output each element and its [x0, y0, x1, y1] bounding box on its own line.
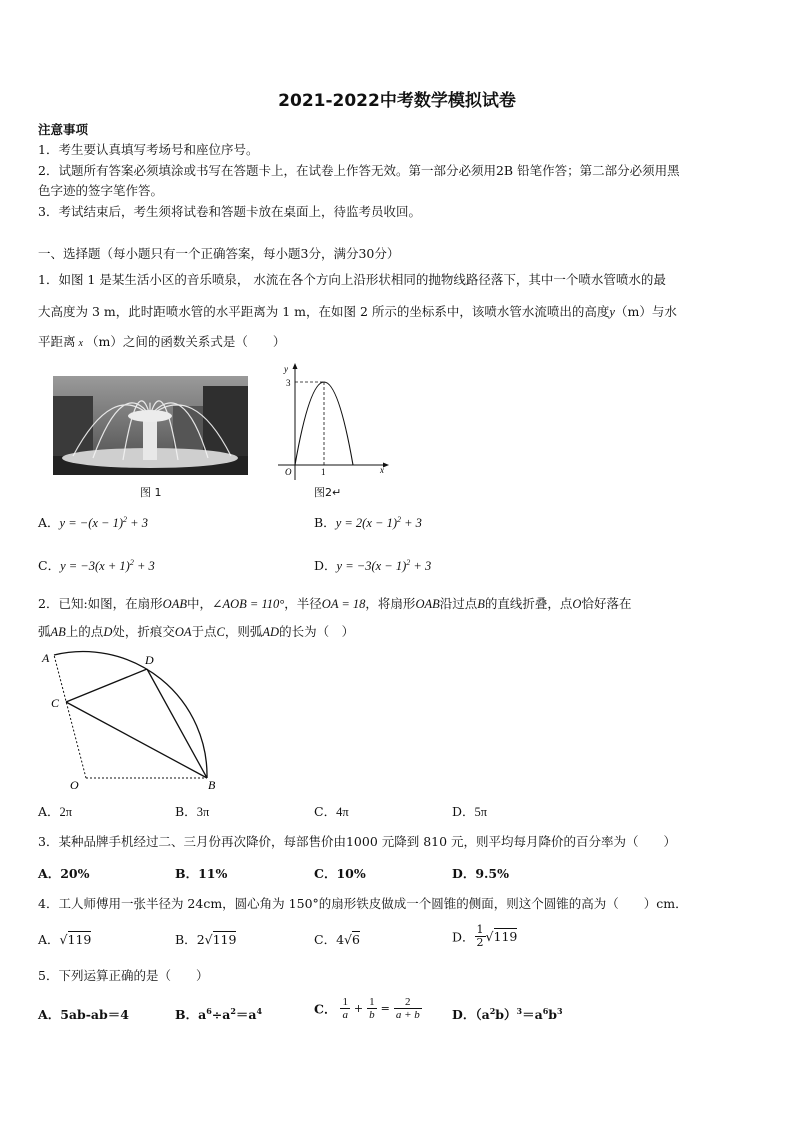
q2-fig-label-b: B	[208, 778, 216, 792]
q2-option-c-label: C．	[314, 804, 337, 819]
sqrt-icon: √	[485, 929, 494, 944]
q4-option-a-radicand: 119	[67, 932, 92, 947]
q5-text: 5．下列运算正确的是（ ）	[38, 968, 209, 983]
q2-option-c	[314, 802, 349, 820]
q5-option-d-base: （a	[475, 1007, 490, 1022]
q2-line2	[38, 622, 354, 642]
q5-option-d-exp1: 2	[489, 1005, 496, 1016]
q5-option-c	[314, 996, 422, 1021]
q4-option-a	[38, 930, 91, 948]
q4-text: 4．工人师傅用一张半径为 24cm，圆心角为 150°的扇形铁皮做成一个圆锥的侧面，则这个圆锥的高为（ ）cm．	[38, 896, 688, 911]
q5-option-b-label: B．	[175, 1007, 199, 1022]
q4-option-d-fraction	[475, 924, 486, 949]
q1-option-b-exp: 2	[396, 514, 401, 524]
q2-t1: 2．已知:如图，在扇形	[38, 596, 163, 611]
q5-option-b-exp3: 4	[256, 1005, 263, 1016]
q2-t6: 的直线折叠，点	[484, 596, 573, 611]
q1-line2-text: 大高度为 3 m，此时距喷水管的水平距离为 1 m，在如图 2 所示的坐标系中，该喷水管水流喷出的高度	[38, 304, 610, 319]
q2-option-d	[452, 802, 487, 820]
q1-option-a-tail: + 3	[127, 516, 148, 530]
q5-option-d-mid2: ＝a	[522, 1007, 543, 1022]
q1-line1: 1．如图 1 是某生活小区的音乐喷泉， 水流在各个方向上沿形状相同的抛物线路径落下，其中一个喷水管喷水的最	[38, 272, 666, 287]
notice-heading: 注意事项	[38, 122, 89, 137]
q1-option-b	[314, 513, 422, 531]
q4-option-b-coef: 2	[196, 932, 205, 947]
q3-option-d-value: 9.5%	[475, 866, 509, 881]
q1-option-a-exp: 2	[123, 514, 128, 524]
q1-line3-text: 平距离	[38, 334, 76, 349]
q5-c-n2: 1	[369, 996, 375, 1008]
q1-line3-tail: （m）之间的函数关系式是（ ）	[85, 334, 286, 349]
q1-line2	[38, 302, 677, 322]
q5-c-d3: a + b	[395, 1009, 420, 1021]
q5-option-d-exp3: 6	[542, 1005, 549, 1016]
q5-c-eq: =	[380, 1002, 390, 1015]
q3-option-d	[452, 864, 509, 882]
q4-option-c-label: C．	[314, 932, 337, 947]
fig2-caption: 图2↵	[314, 486, 342, 499]
q2-option-a-value: 2π	[59, 805, 73, 819]
q2-option-d-label: D．	[452, 804, 475, 819]
q5-option-b-mid: ÷a	[211, 1007, 231, 1022]
fig2-one-label: 1	[321, 467, 326, 477]
q1-option-c-exp: 2	[129, 557, 134, 567]
fig2-origin-label: O	[285, 467, 292, 477]
notice-item-1: 1．考生要认真填写考场号和座位序号。	[38, 142, 259, 157]
q4-option-d-label: D．	[452, 929, 475, 945]
q2-option-d-value: 5π	[474, 805, 488, 819]
q4-option-b	[175, 930, 236, 948]
q1-option-d	[314, 556, 431, 574]
q2-t12: ，则弧	[224, 624, 263, 639]
q5-c-d2: b	[369, 1009, 375, 1021]
q2-d: D	[103, 625, 113, 639]
q2-fig-label-d: D	[145, 653, 154, 667]
q3-option-b-value: 11%	[198, 866, 228, 881]
q2-t2: 中，	[186, 596, 212, 611]
q1-option-b-label: B．	[314, 515, 336, 530]
q1-option-c-label: C．	[38, 558, 61, 573]
fig2-x-label: x	[380, 465, 384, 475]
q2-line1	[38, 594, 631, 614]
q1-option-a-label: A．	[38, 515, 60, 530]
q5-option-c-frac1	[340, 996, 350, 1021]
q2-t10: 处，折痕交	[112, 624, 175, 639]
q3-option-c-label: C．	[314, 866, 337, 881]
q5-option-d-mid: b）	[495, 1007, 517, 1022]
q5-c-n1: 1	[342, 996, 348, 1008]
q2-option-c-value: 4π	[336, 805, 349, 819]
notice-item-2-cont: 色字迹的签字笔作答。	[38, 183, 164, 198]
q4-option-b-label: B．	[175, 932, 197, 947]
q2-option-b	[175, 802, 209, 820]
q2-option-a-label: A．	[38, 804, 60, 819]
q5-option-b-base: a	[198, 1007, 207, 1022]
q2-oa: OA = 18	[321, 597, 366, 611]
q5-c-d1: a	[342, 1009, 348, 1021]
q2-fig-label-c: C	[51, 696, 60, 710]
q1-option-b-expr: y = 2(x − 1)	[335, 516, 397, 530]
q5-option-d-exp4: 3	[557, 1005, 563, 1016]
q2-c: C	[216, 625, 225, 639]
q2-fig-label-a: A	[42, 651, 50, 665]
q4-option-d-numerator: 1	[476, 923, 484, 936]
fig2-y-label: y	[284, 364, 288, 374]
q1-option-d-tail: + 3	[410, 559, 432, 573]
q1-option-b-tail: + 3	[400, 516, 422, 530]
q1-option-c	[38, 556, 155, 574]
q3-option-a	[38, 864, 89, 882]
q4-option-b-radicand: 119	[212, 932, 237, 947]
fig2-three-label: 3	[286, 378, 291, 388]
q2-t11: 于点	[191, 624, 217, 639]
section-heading: 一、选择题（每小题只有一个正确答案，每小题3分，满分30分）	[38, 246, 400, 261]
q5-option-d-exp2: 3	[516, 1005, 523, 1016]
q3-option-c	[314, 864, 366, 882]
q5-option-c-frac2	[367, 996, 377, 1021]
q5-c-n3: 2	[394, 996, 422, 1009]
q2-b: B	[477, 597, 485, 611]
q2-ab: AB	[50, 625, 66, 639]
q1-var-y: y	[609, 305, 615, 319]
q4-option-d-radicand: 119	[493, 929, 518, 944]
q2-option-b-value: 3π	[196, 805, 210, 819]
q4-option-d-denominator: 2	[476, 936, 484, 949]
q1-option-d-exp: 2	[406, 557, 411, 567]
q2-sector-figure	[36, 648, 226, 797]
fountain-photo	[53, 376, 248, 475]
q2-option-a	[38, 802, 72, 820]
q2-t3: ，半径	[284, 596, 322, 611]
q4-option-a-label: A．	[38, 932, 60, 947]
q3-option-b	[175, 864, 227, 882]
q4-option-c	[314, 930, 360, 948]
sqrt-icon: √	[204, 932, 213, 947]
q2-t4: ，将扇形	[365, 596, 416, 611]
notice-item-2: 2．试题所有答案必须填涂或书写在答题卡上，在试卷上作答无效。第一部分必须用2B 铅笔作答；第二部分必须用黑	[38, 163, 680, 178]
q1-option-d-expr: y = −3(x − 1)	[336, 559, 407, 573]
q2-oa-2: OA	[174, 625, 192, 639]
q3-option-a-label: A．	[38, 866, 61, 881]
q2-angle: ∠AOB = 110°	[212, 597, 285, 611]
q1-option-d-label: D．	[314, 558, 337, 573]
q1-line3	[38, 332, 285, 354]
q1-option-c-tail: + 3	[133, 559, 155, 573]
q5-option-b	[175, 1005, 262, 1023]
q5-option-a	[38, 1005, 129, 1023]
q3-option-b-label: B．	[175, 866, 199, 881]
q3-option-d-label: D．	[452, 866, 476, 881]
q2-o: O	[572, 597, 582, 611]
q5-option-c-label: C．	[314, 1001, 337, 1017]
q5-option-b-exp1: 6	[206, 1005, 212, 1016]
q5-option-d-end: b	[548, 1007, 558, 1022]
q1-var-x: x	[78, 338, 83, 349]
fig1-caption: 图 1	[140, 486, 162, 499]
sqrt-icon: √	[59, 932, 68, 947]
notice-item-3: 3．考试结束后，考生须将试卷和答题卡放在桌面上，待监考员收回。	[38, 204, 421, 219]
q3-text: 3．某种品牌手机经过二、三月份再次降价，每部售价由1000 元降到 810 元，则平均每月降价的百分率为（ ）	[38, 834, 677, 849]
q2-t8: 弧	[38, 624, 51, 639]
q5-option-c-frac3	[394, 996, 422, 1021]
q1-option-c-expr: y = −3(x + 1)	[60, 559, 130, 573]
q5-c-plus: +	[353, 1002, 364, 1015]
q2-t9: 上的点	[65, 624, 104, 639]
q2-ad: AD	[262, 625, 280, 639]
q2-t5: 沿过点	[439, 596, 478, 611]
q2-oab-2: OAB	[415, 597, 440, 611]
page-title: 2021-2022中考数学模拟试卷	[278, 91, 516, 111]
q2-fig-label-o: O	[70, 778, 79, 792]
q2-oab: OAB	[162, 597, 187, 611]
fig2-parabola	[276, 360, 391, 489]
q1-option-a-expr: y = −(x − 1)	[59, 516, 124, 530]
q5-option-d-label: D．	[452, 1007, 476, 1022]
q3-option-a-value: 20%	[60, 866, 90, 881]
q3-option-c-value: 10%	[336, 866, 366, 881]
q4-option-c-coef: 4	[336, 932, 345, 947]
q4-option-d	[452, 924, 517, 949]
q2-t7: 恰好落在	[581, 596, 632, 611]
q5-option-b-mid2: ＝a	[235, 1007, 257, 1022]
q5-option-b-exp2: 2	[230, 1005, 236, 1016]
q1-line2-tail: （m）与水	[614, 304, 677, 319]
q4-option-c-radicand: 6	[352, 932, 360, 947]
sqrt-icon: √	[344, 932, 352, 947]
q2-t13: 的长为（ ）	[279, 624, 355, 639]
q5-option-a-label: A．	[38, 1007, 61, 1022]
q5-option-a-value: 5ab-ab＝4	[60, 1007, 129, 1022]
q1-option-a	[38, 513, 148, 531]
q5-option-d	[452, 1005, 563, 1023]
q2-option-b-label: B．	[175, 804, 197, 819]
